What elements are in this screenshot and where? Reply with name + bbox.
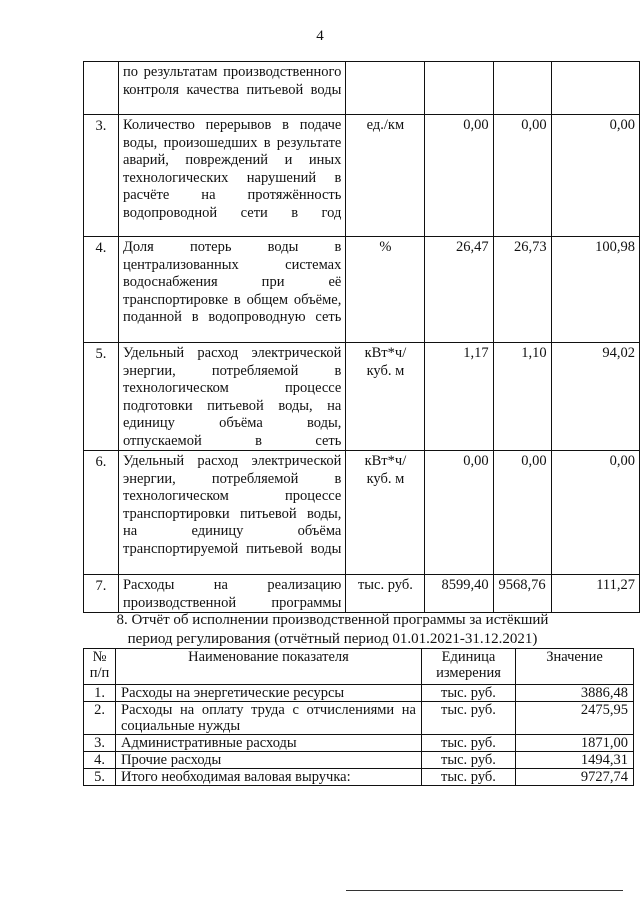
indicator-name: Административные расходы xyxy=(116,735,422,752)
indicator-name: Прочие расходы xyxy=(116,752,422,769)
indicator-name: Удельный расход электрической энергии, потребляемой в технологическом процессе подготовки питьевой воды, на единицу объёма воды, отпускаемой в сеть xyxy=(118,343,345,451)
row-number: 4. xyxy=(84,237,119,343)
unit-cell: ед./км xyxy=(346,115,425,237)
value-plan: 8599,40 xyxy=(425,575,493,613)
indicator-name: Итого необходимая валовая выручка: xyxy=(116,769,422,786)
value-fact: 0,00 xyxy=(493,451,551,575)
indicator-name: Расходы на энергетические ресурсы xyxy=(116,685,422,702)
table-row xyxy=(84,685,634,702)
unit-cell: кВт*ч/ куб. м xyxy=(346,451,425,575)
value-plan: 0,00 xyxy=(425,115,493,237)
indicator-name: Удельный расход электрической энергии, потребляемой в технологическом процессе транспортировки питьевой воды, на единицу объёма транспортируемой питьевой воды xyxy=(118,451,345,575)
row-number: 5. xyxy=(84,343,119,451)
row-number: 2. xyxy=(84,702,116,735)
report-table xyxy=(83,648,634,786)
unit-cell: кВт*ч/ куб. м xyxy=(346,343,425,451)
value-percent: 0,00 xyxy=(551,451,639,575)
unit-cell xyxy=(346,62,425,115)
unit-cell: тыс. руб. xyxy=(346,575,425,613)
table-row xyxy=(84,115,640,237)
indicator-name: по результатам производственного контроля качества питьевой воды xyxy=(118,62,345,115)
table-row xyxy=(84,343,640,451)
row-number: 3. xyxy=(84,115,119,237)
table-header-row xyxy=(84,649,634,685)
table-row xyxy=(84,702,634,735)
table-row xyxy=(84,62,640,115)
value-cell: 3886,48 xyxy=(516,685,634,702)
row-number: 4. xyxy=(84,752,116,769)
row-number: 1. xyxy=(84,685,116,702)
unit-cell: тыс. руб. xyxy=(422,769,516,786)
value-cell: 1494,31 xyxy=(516,752,634,769)
value-cell: 9727,74 xyxy=(516,769,634,786)
header-name: Наименование показателя xyxy=(116,649,422,685)
value-percent xyxy=(551,62,639,115)
table-row xyxy=(84,575,640,613)
indicator-name: Доля потерь воды в централизованных системах водоснабжения при её транспортировке в общем объёме, поданной в водопроводную сеть xyxy=(118,237,345,343)
value-fact xyxy=(493,62,551,115)
value-percent: 94,02 xyxy=(551,343,639,451)
value-percent: 0,00 xyxy=(551,115,639,237)
table-row xyxy=(84,752,634,769)
row-number: 3. xyxy=(84,735,116,752)
table-row xyxy=(84,237,640,343)
row-number xyxy=(84,62,119,115)
indicator-name: Расходы на реализацию производственной программы xyxy=(118,575,345,613)
header-unit: Единица измерения xyxy=(422,649,516,685)
unit-cell: % xyxy=(346,237,425,343)
value-fact: 0,00 xyxy=(493,115,551,237)
value-plan xyxy=(425,62,493,115)
row-number: 5. xyxy=(84,769,116,786)
value-plan: 26,47 xyxy=(425,237,493,343)
table-row xyxy=(84,769,634,786)
indicator-name: Количество перерывов в подаче воды, произошедших в результате аварий, повреждений и иных технологических нарушений в расчёте на протяжённость водопроводной сети в год xyxy=(118,115,345,237)
value-plan: 0,00 xyxy=(425,451,493,575)
value-fact: 1,10 xyxy=(493,343,551,451)
header-number: № п/п xyxy=(84,649,116,685)
table-row xyxy=(84,451,640,575)
value-plan: 1,17 xyxy=(425,343,493,451)
unit-cell: тыс. руб. xyxy=(422,685,516,702)
value-percent: 100,98 xyxy=(551,237,639,343)
unit-cell: тыс. руб. xyxy=(422,735,516,752)
value-cell: 1871,00 xyxy=(516,735,634,752)
value-cell: 2475,95 xyxy=(516,702,634,735)
value-percent: 111,27 xyxy=(551,575,639,613)
unit-cell: тыс. руб. xyxy=(422,702,516,735)
indicators-table xyxy=(83,61,640,613)
row-number: 6. xyxy=(84,451,119,575)
unit-cell: тыс. руб. xyxy=(422,752,516,769)
indicator-name: Расходы на оплату труда с отчислениями на социальные нужды xyxy=(116,702,422,735)
value-fact: 9568,76 xyxy=(493,575,551,613)
table-row xyxy=(84,735,634,752)
footer-divider xyxy=(346,890,623,891)
page-number: 4 xyxy=(316,28,324,44)
header-value: Значение xyxy=(516,649,634,685)
value-fact: 26,73 xyxy=(493,237,551,343)
row-number: 7. xyxy=(84,575,119,613)
section-heading: 8. Отчёт об исполнении производственной программы за истёкший период регулирования (отчётный период 01.01.2021-31.12.2021) xyxy=(116,612,549,647)
